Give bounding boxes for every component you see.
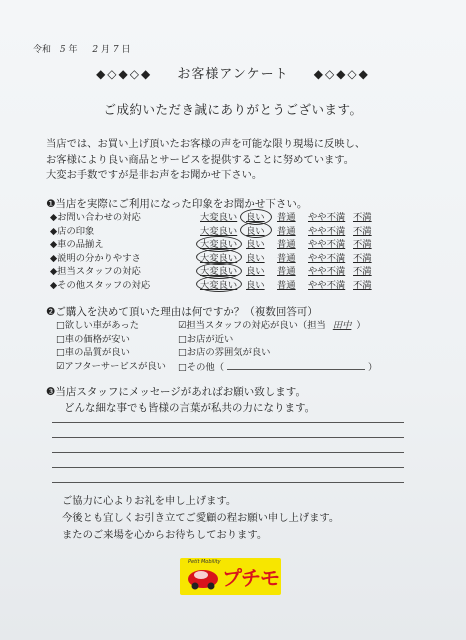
checkbox-icon[interactable]: □ <box>56 333 65 345</box>
option-dissatisfied[interactable]: 不満 <box>353 279 372 291</box>
option-very-good[interactable]: 大変良い <box>200 212 238 223</box>
checkbox-icon[interactable]: □ <box>178 361 187 373</box>
reason-checkbox-item[interactable] <box>56 319 166 333</box>
reason-label: アフターサービスが良い <box>64 360 166 372</box>
checkbox-icon[interactable]: □ <box>178 347 187 358</box>
option-dissatisfied[interactable]: 不満 <box>353 212 372 223</box>
rating-item: ◆お問い合わせの対応 <box>50 212 141 223</box>
date-year-unit: 年 <box>68 45 78 55</box>
closing-line: 今後とも宜しくお引き立てご愛顧の程お願い申し上げます。 <box>62 512 340 524</box>
page-title <box>0 63 466 82</box>
title-diamonds-right: ◆◇◆◇◆ <box>313 67 370 81</box>
reason-checkbox-item[interactable] <box>178 333 377 347</box>
staff-close-paren: ） <box>356 320 366 331</box>
checkbox-icon[interactable]: ☑ <box>178 320 187 331</box>
reason-label: 欲しい車があった <box>64 320 140 331</box>
option-good[interactable]: 良い <box>246 266 265 277</box>
date-month: 2 <box>92 45 99 55</box>
option-very-good[interactable]: 大変良い <box>200 252 238 264</box>
reason-checkbox-item[interactable] <box>178 346 377 360</box>
reason-checkbox-item[interactable] <box>56 333 166 347</box>
option-somewhat-dissatisfied[interactable]: やや不満 <box>308 212 346 223</box>
option-good[interactable]: 良い <box>246 239 265 250</box>
option-somewhat-dissatisfied[interactable]: やや不満 <box>308 252 346 264</box>
rating-row <box>50 211 380 225</box>
message-line[interactable] <box>52 452 404 453</box>
option-very-good[interactable]: 大変良い <box>200 266 238 277</box>
rating-item: ◆担当スタッフの対応 <box>50 266 141 277</box>
question-1-label: ❶当店を実際にご利用になった印象をお聞かせ下さい。 <box>46 198 308 210</box>
intro-line: 当店では、お買い上げ頂いたお客様の声を可能な限り現場に反映し、 <box>46 138 366 150</box>
message-line[interactable] <box>52 437 404 438</box>
question-2-label: ❷ご購入を決めて頂いた理由は何ですか？（複数回答可） <box>46 306 318 318</box>
option-average[interactable]: 普通 <box>277 239 296 250</box>
option-average[interactable]: 普通 <box>277 279 296 291</box>
title-diamonds-left: ◆◇◆◇◆ <box>96 67 153 81</box>
option-somewhat-dissatisfied[interactable]: やや不満 <box>308 279 346 291</box>
option-very-good[interactable]: 大変良い <box>200 225 238 237</box>
option-dissatisfied[interactable]: 不満 <box>353 266 372 277</box>
intro-line: お客様により良い商品とサービスを提供することに努めています。 <box>46 153 355 166</box>
option-very-good[interactable]: 大変良い <box>200 239 238 250</box>
option-dissatisfied[interactable]: 不満 <box>353 225 372 237</box>
option-average[interactable]: 普通 <box>277 266 296 277</box>
rating-item: ◆車の品揃え <box>50 239 104 250</box>
message-line[interactable] <box>52 422 404 423</box>
closing-line: またのご来場を心からお待ちしております。 <box>62 529 268 541</box>
intro-line: 大変お手数ですが是非お声をお聞かせ下さい。 <box>46 169 263 181</box>
answer-circle-mark <box>240 222 272 238</box>
closing-message <box>62 493 339 544</box>
closing-line: ご協力に心よりお礼を申し上げます。 <box>62 495 237 507</box>
option-average[interactable]: 普通 <box>277 225 296 237</box>
intro-paragraph <box>46 137 365 184</box>
date-era: 令和 <box>33 45 52 55</box>
checkbox-icon[interactable]: □ <box>178 333 187 345</box>
reason-label: お店が近い <box>186 333 234 345</box>
rating-item: ◆その他スタッフの対応 <box>50 279 151 291</box>
question-3-label: ❸当店スタッフにメッセージがあればお願い致します。 <box>46 386 306 398</box>
option-dissatisfied[interactable]: 不満 <box>353 252 372 264</box>
checkbox-icon[interactable]: ☑ <box>56 360 65 372</box>
option-good[interactable]: 良い <box>246 225 265 237</box>
message-line[interactable] <box>52 467 404 468</box>
question-2-left-options <box>56 319 166 373</box>
car-icon <box>186 566 220 590</box>
reason-label: 車の価格が安い <box>64 333 130 345</box>
option-somewhat-dissatisfied[interactable]: やや不満 <box>308 225 346 237</box>
option-good[interactable]: 良い <box>246 279 265 291</box>
option-good[interactable]: 良い <box>246 212 265 223</box>
date-year: 5 <box>59 45 66 55</box>
checkbox-icon[interactable]: □ <box>56 347 65 358</box>
question-2-right-options <box>178 319 377 374</box>
staff-name-handwritten: 田中 <box>332 320 352 331</box>
brand-logo <box>180 558 281 595</box>
title-text: お客様アンケート <box>177 67 289 82</box>
option-good[interactable]: 良い <box>246 252 265 264</box>
date-month-unit: 月 <box>101 45 111 55</box>
reason-label: 担当スタッフの対応が良い（担当 <box>186 320 326 331</box>
logo-subtext: Petit Mobility <box>188 559 221 565</box>
rating-item: ◆店の印象 <box>50 225 95 237</box>
date-line <box>33 42 131 55</box>
option-somewhat-dissatisfied[interactable]: やや不満 <box>308 239 346 250</box>
other-close-paren: ） <box>367 361 378 373</box>
reason-label: 車の品質が良い <box>64 347 130 358</box>
rating-item: ◆説明の分かりやすさ <box>50 252 141 264</box>
option-average[interactable]: 普通 <box>277 252 296 264</box>
option-somewhat-dissatisfied[interactable]: やや不満 <box>308 266 346 277</box>
reason-checkbox-item[interactable] <box>178 319 377 333</box>
message-line[interactable] <box>52 482 404 483</box>
option-very-good[interactable]: 大変良い <box>200 279 238 291</box>
reason-label: お店の雰囲気が良い <box>186 347 271 358</box>
other-reason-field[interactable] <box>227 360 365 370</box>
date-day: 7 <box>112 45 119 55</box>
checkbox-icon[interactable]: □ <box>56 320 65 331</box>
option-average[interactable]: 普通 <box>277 212 296 223</box>
date-day-unit: 日 <box>121 45 131 55</box>
reason-checkbox-item[interactable] <box>56 360 166 374</box>
question-3-subtext: どんな細な事でも皆様の言葉が私共の力になります。 <box>64 402 316 414</box>
thanks-message: ご成約いただき誠にありがとうございます。 <box>103 102 363 117</box>
logo-text: プチモ <box>222 566 279 590</box>
reason-label: その他（ <box>186 361 224 373</box>
reason-checkbox-item[interactable] <box>56 346 166 360</box>
option-dissatisfied[interactable]: 不満 <box>353 239 372 250</box>
answer-circle-mark <box>196 276 242 292</box>
reason-checkbox-item[interactable] <box>178 360 377 375</box>
